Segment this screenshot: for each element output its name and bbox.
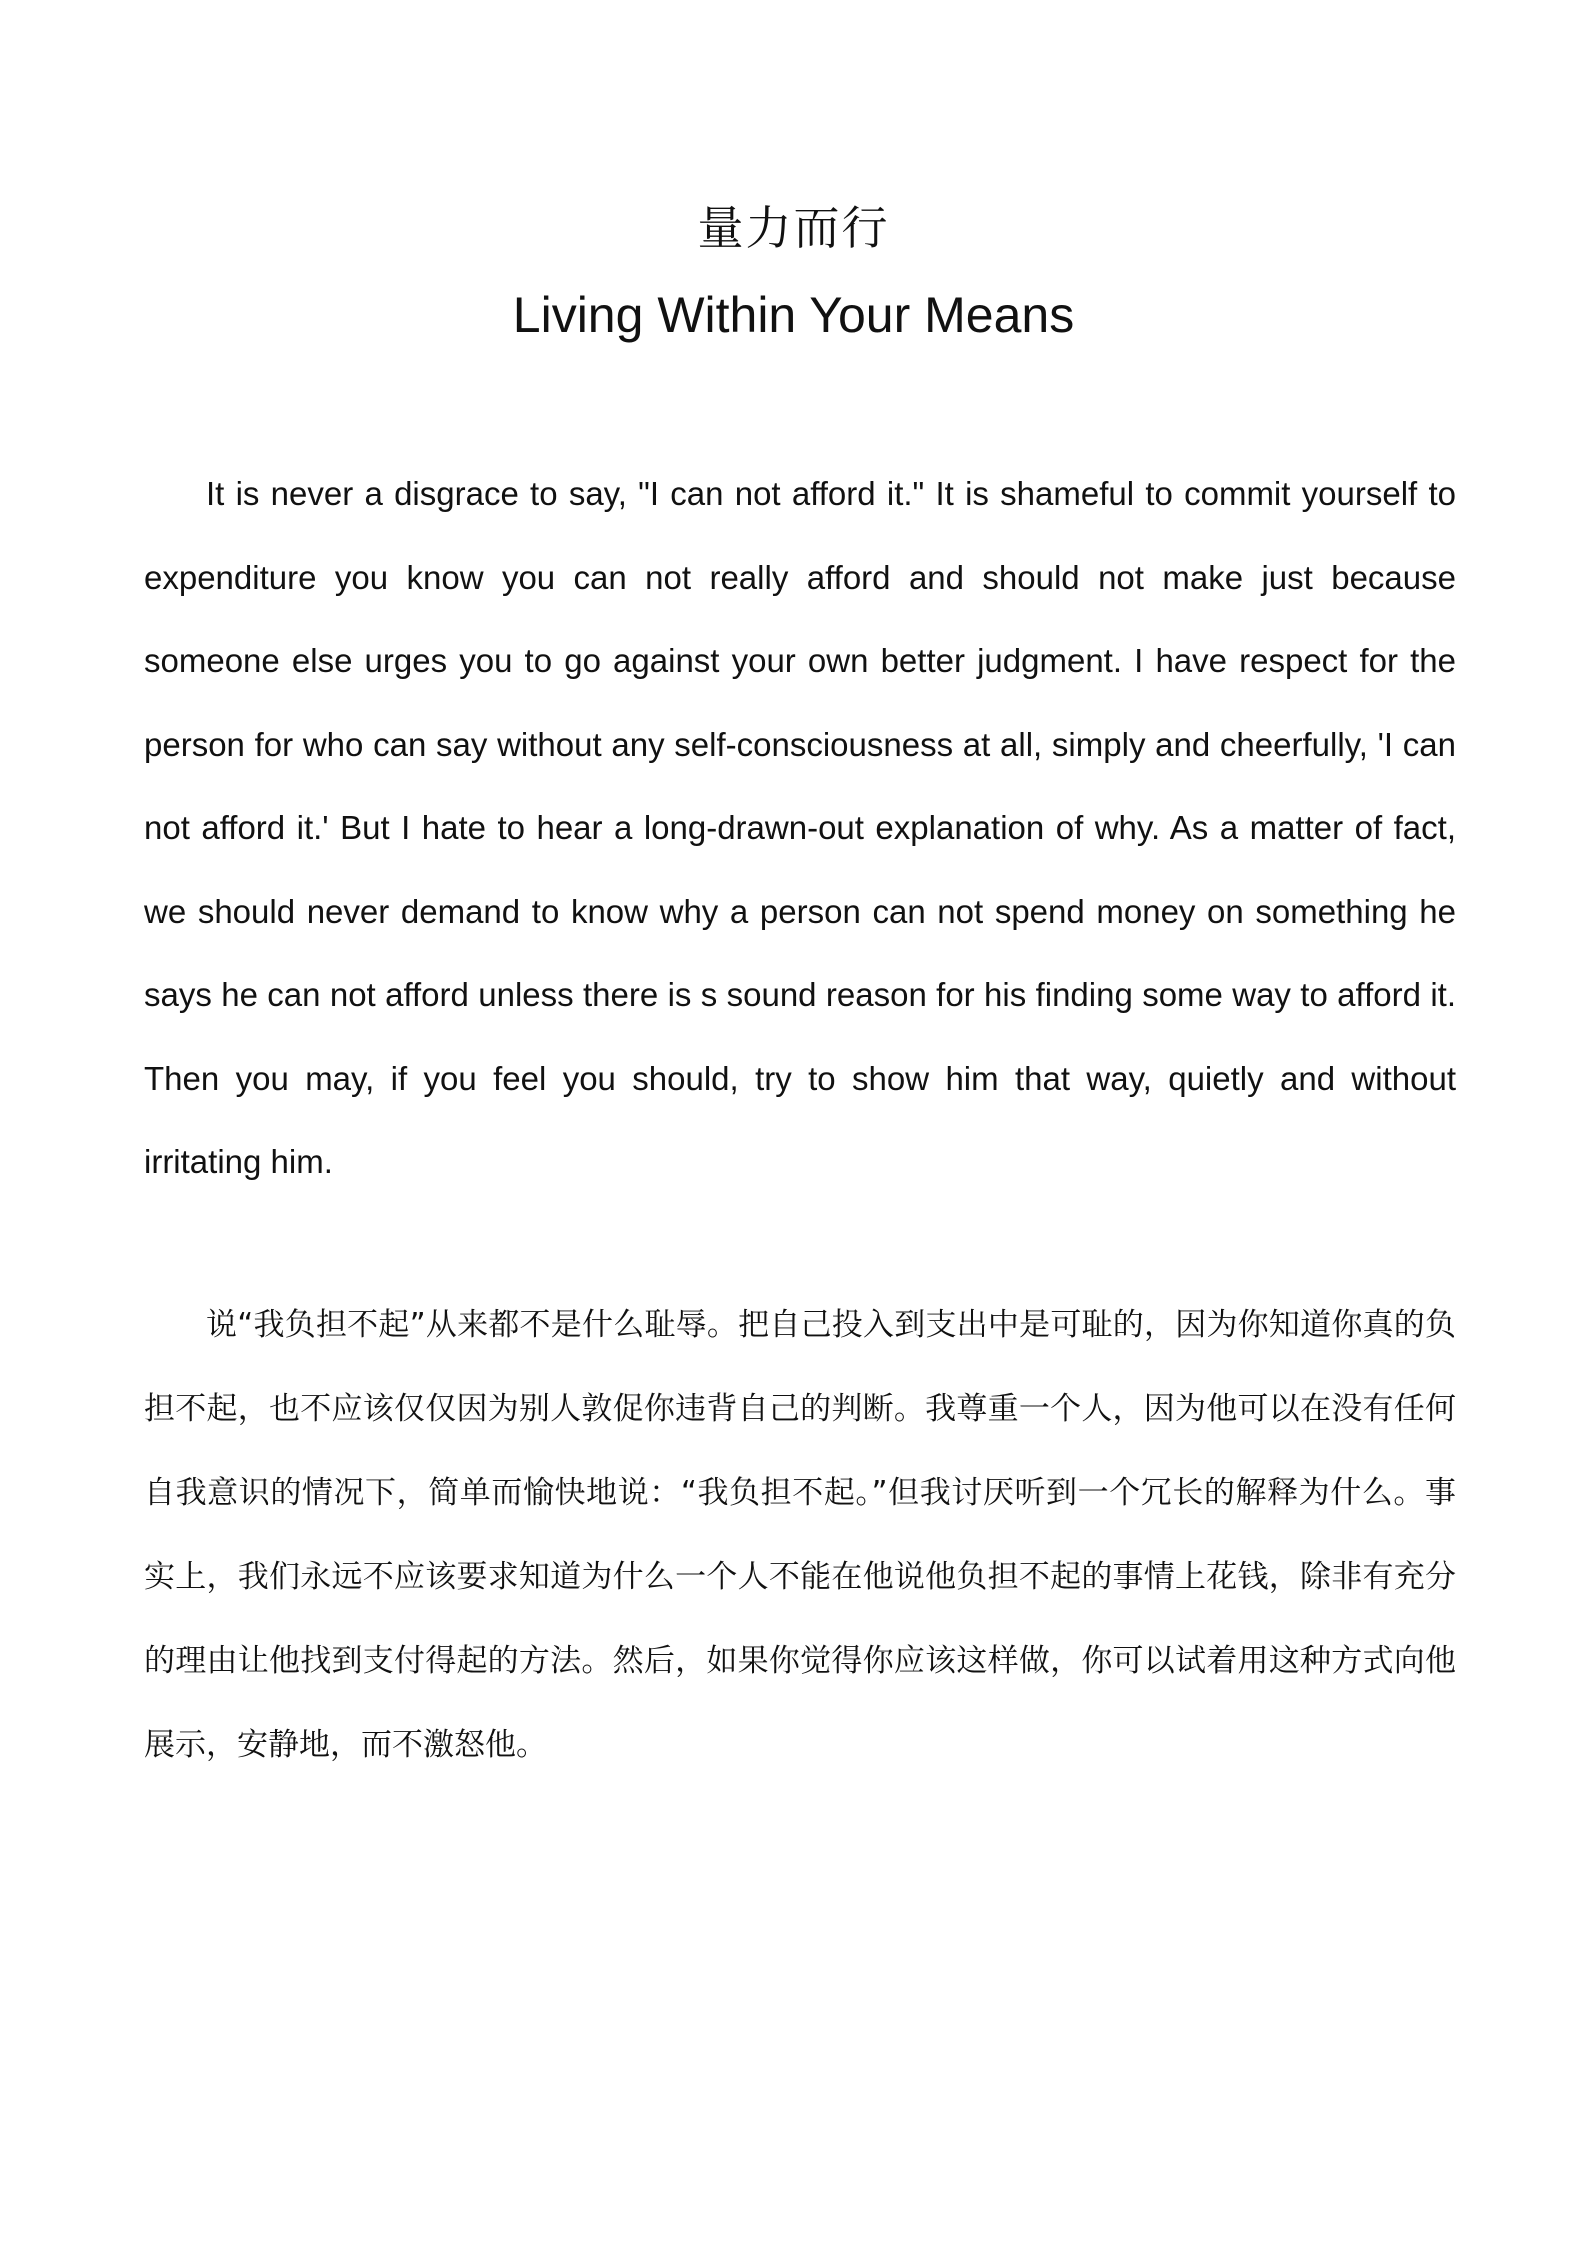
title-chinese: 量力而行 <box>697 201 890 255</box>
title-english: Living Within Your Means <box>512 287 1075 343</box>
paragraph-english: It is never a disgrace to say, "I can not afford it." It is shameful to commit yourself to expenditure you know you can not really afford and should not make just because someone else urges you to go against your own better judgment. I have respect for the person for who can say without any self-consciousness at all, simply and cheerfully, 'I can not afford it.' But I hate to hear a long-drawn-out explanation of why. As a matter of fact, we should never demand to know why a person can not spend money on something he says he can not afford unless there is s sound reason for his finding some way to afford it. Then you may, if you feel you should, try to show him that way, quietly and without irritating him. <box>144 475 1456 1180</box>
paragraph-chinese: 说“我负担不起”从来都不是什么耻辱。把自己投入到支出中是可耻的，因为你知道你真的负担不起，也不应该仅仅因为别人敦促你违背自己的判断。我尊重一个人，因为他可以在没有任何自我意识的情况下，简单而愉快地说：“我负担不起。”但我讨厌听到一个冗长的解释为什么。事实上，我们永远不应该要求知道为什么一个人不能在他说他负担不起的事情上花钱，除非有充分的理由让他找到支付得起的方法。然后，如果你觉得你应该这样做，你可以试着用这种方式向他展示，安静地，而不激怒他。 <box>144 1307 1456 1763</box>
